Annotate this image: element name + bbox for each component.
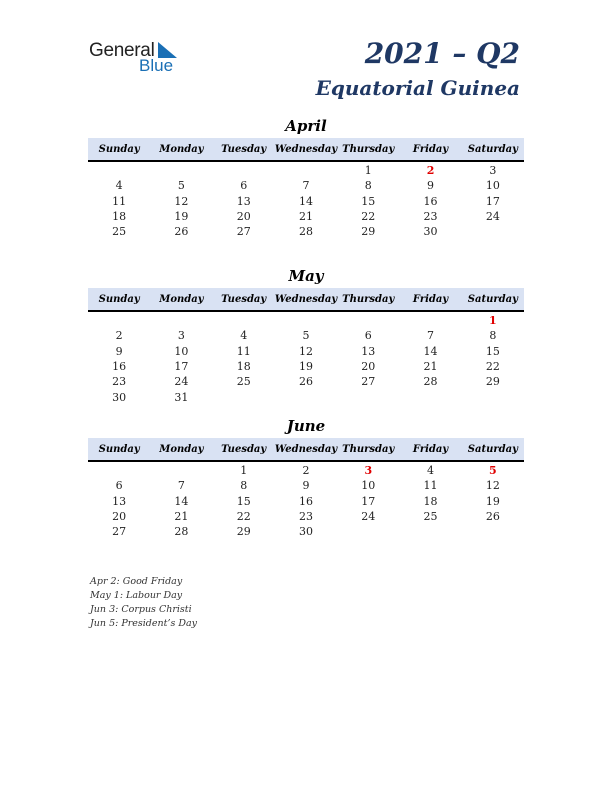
weekday-header [88, 138, 524, 162]
weekday-label: Monday [159, 293, 204, 305]
day-cell: 7 [427, 329, 435, 343]
day-cell: 17 [485, 194, 500, 208]
day-cell: 19 [485, 494, 500, 508]
day-cell: 17 [174, 360, 189, 374]
day-cell: 14 [423, 344, 438, 358]
day-cell: 17 [361, 494, 376, 508]
day-cell: 12 [485, 479, 500, 493]
page-title: 2021 – Q2 [364, 37, 520, 70]
week-row [88, 524, 524, 539]
weekday-label: Tuesday [221, 143, 267, 155]
holiday-day-cell: 1 [489, 314, 497, 328]
day-cell: 23 [112, 375, 127, 389]
weekday-header [88, 438, 524, 462]
month-title: May [288, 267, 324, 285]
day-cell: 14 [174, 494, 189, 508]
day-cell: 15 [361, 194, 376, 208]
day-cell: 3 [177, 329, 185, 343]
day-cell: 25 [423, 510, 438, 524]
weekday-label: Wednesday [274, 293, 338, 305]
day-cell: 4 [427, 464, 435, 478]
day-cell: 27 [112, 525, 127, 539]
day-cell: 30 [423, 225, 438, 239]
day-cell: 4 [240, 329, 248, 343]
holiday-day-cell: 2 [426, 164, 435, 178]
day-cell: 30 [298, 525, 313, 539]
holiday-note: Apr 2: Good Friday [90, 576, 183, 587]
day-cell: 6 [364, 329, 372, 343]
day-cell: 21 [423, 360, 438, 374]
week-row [88, 463, 524, 478]
day-cell: 10 [361, 479, 376, 493]
holiday-day-cell: 3 [364, 464, 373, 478]
day-cell: 4 [115, 179, 123, 193]
day-cell: 24 [361, 510, 376, 524]
weekday-label: Thursday [342, 143, 395, 155]
day-cell: 1 [364, 164, 372, 178]
week-row [88, 494, 524, 509]
day-cell: 11 [112, 194, 127, 208]
day-cell: 19 [174, 210, 189, 224]
day-cell: 29 [236, 525, 251, 539]
day-cell: 18 [236, 360, 251, 374]
day-cell: 27 [361, 375, 376, 389]
logo-general-text: General [89, 40, 155, 61]
day-cell: 22 [236, 510, 251, 524]
week-row [88, 313, 524, 328]
day-cell: 9 [115, 344, 123, 358]
day-cell: 11 [423, 479, 438, 493]
weekday-label: Saturday [467, 143, 518, 155]
weekday-label: Tuesday [221, 443, 267, 455]
day-cell: 18 [423, 494, 438, 508]
day-cell: 16 [112, 360, 127, 374]
weekday-label: Saturday [467, 293, 518, 305]
holiday-day-cell: 5 [489, 464, 497, 478]
holiday-note: Jun 3: Corpus Christi [90, 604, 192, 615]
weekday-label: Friday [412, 143, 449, 155]
weekday-label: Wednesday [274, 143, 338, 155]
weekday-label: Monday [159, 143, 204, 155]
logo-blue-text: Blue [139, 56, 174, 75]
holiday-note: Jun 5: President’s Day [90, 618, 198, 629]
day-cell: 21 [298, 210, 313, 224]
week-row [88, 359, 524, 374]
week-row [88, 478, 524, 493]
day-cell: 8 [364, 179, 372, 193]
day-cell: 13 [361, 344, 376, 358]
weekday-label: Tuesday [221, 293, 267, 305]
day-cell: 19 [298, 360, 313, 374]
holiday-note: May 1: Labour Day [90, 590, 183, 601]
day-cell: 28 [174, 525, 189, 539]
day-cell: 29 [361, 225, 376, 239]
day-cell: 2 [115, 329, 123, 343]
week-row [88, 509, 524, 524]
day-cell: 12 [298, 344, 313, 358]
day-cell: 24 [174, 375, 189, 389]
week-row [88, 194, 524, 209]
weekday-label: Friday [412, 443, 449, 455]
week-row [88, 163, 524, 178]
day-cell: 28 [298, 225, 313, 239]
day-cell: 7 [177, 479, 185, 493]
day-cell: 15 [236, 494, 251, 508]
day-cell: 13 [236, 194, 251, 208]
day-cell: 20 [112, 510, 127, 524]
week-row [88, 374, 524, 389]
day-cell: 23 [298, 510, 313, 524]
weekday-label: Sunday [98, 143, 140, 155]
day-cell: 29 [485, 375, 500, 389]
month-title: April [285, 117, 327, 135]
week-row [88, 178, 524, 193]
day-cell: 13 [112, 494, 127, 508]
day-cell: 20 [361, 360, 376, 374]
day-cell: 9 [427, 179, 435, 193]
day-cell: 21 [174, 510, 189, 524]
week-row [88, 344, 524, 359]
week-row [88, 389, 524, 404]
day-cell: 26 [174, 225, 189, 239]
day-cell: 25 [236, 375, 251, 389]
week-row [88, 209, 524, 224]
day-cell: 5 [177, 179, 185, 193]
day-cell: 26 [485, 510, 500, 524]
day-cell: 8 [240, 479, 248, 493]
day-cell: 25 [112, 225, 127, 239]
day-cell: 27 [236, 225, 251, 239]
day-cell: 22 [485, 360, 500, 374]
day-cell: 12 [174, 194, 189, 208]
weekday-label: Wednesday [274, 443, 338, 455]
day-cell: 2 [302, 464, 310, 478]
day-cell: 23 [423, 210, 438, 224]
holiday-notes [90, 575, 197, 631]
day-cell: 8 [489, 329, 497, 343]
month-april [88, 116, 524, 239]
day-cell: 18 [112, 210, 127, 224]
weekday-label: Thursday [342, 443, 395, 455]
weekday-label: Friday [412, 293, 449, 305]
day-cell: 14 [298, 194, 313, 208]
day-cell: 16 [423, 194, 438, 208]
day-cell: 5 [302, 329, 310, 343]
day-cell: 6 [240, 179, 248, 193]
day-cell: 24 [485, 210, 500, 224]
day-cell: 28 [423, 375, 438, 389]
day-cell: 11 [236, 344, 251, 358]
day-cell: 16 [298, 494, 313, 508]
day-cell: 6 [115, 479, 123, 493]
week-row [88, 328, 524, 343]
logo [89, 40, 199, 76]
page-subtitle: Equatorial Guinea [315, 76, 520, 100]
weekday-label: Sunday [98, 293, 140, 305]
day-cell: 31 [174, 390, 189, 404]
weekday-label: Sunday [98, 443, 140, 455]
day-cell: 9 [302, 479, 310, 493]
day-cell: 30 [112, 390, 127, 404]
weekday-label: Saturday [467, 443, 518, 455]
day-cell: 20 [236, 210, 251, 224]
month-june [88, 416, 524, 539]
weekday-label: Monday [159, 443, 204, 455]
day-cell: 26 [298, 375, 313, 389]
day-cell: 3 [489, 164, 497, 178]
day-cell: 22 [361, 210, 376, 224]
month-title: June [286, 417, 326, 435]
weekday-label: Thursday [342, 293, 395, 305]
day-cell: 15 [485, 344, 500, 358]
week-row [88, 224, 524, 239]
day-cell: 1 [240, 464, 248, 478]
weekday-header [88, 288, 524, 312]
month-may [88, 266, 524, 405]
day-cell: 10 [174, 344, 189, 358]
day-cell: 7 [302, 179, 310, 193]
day-cell: 10 [485, 179, 500, 193]
